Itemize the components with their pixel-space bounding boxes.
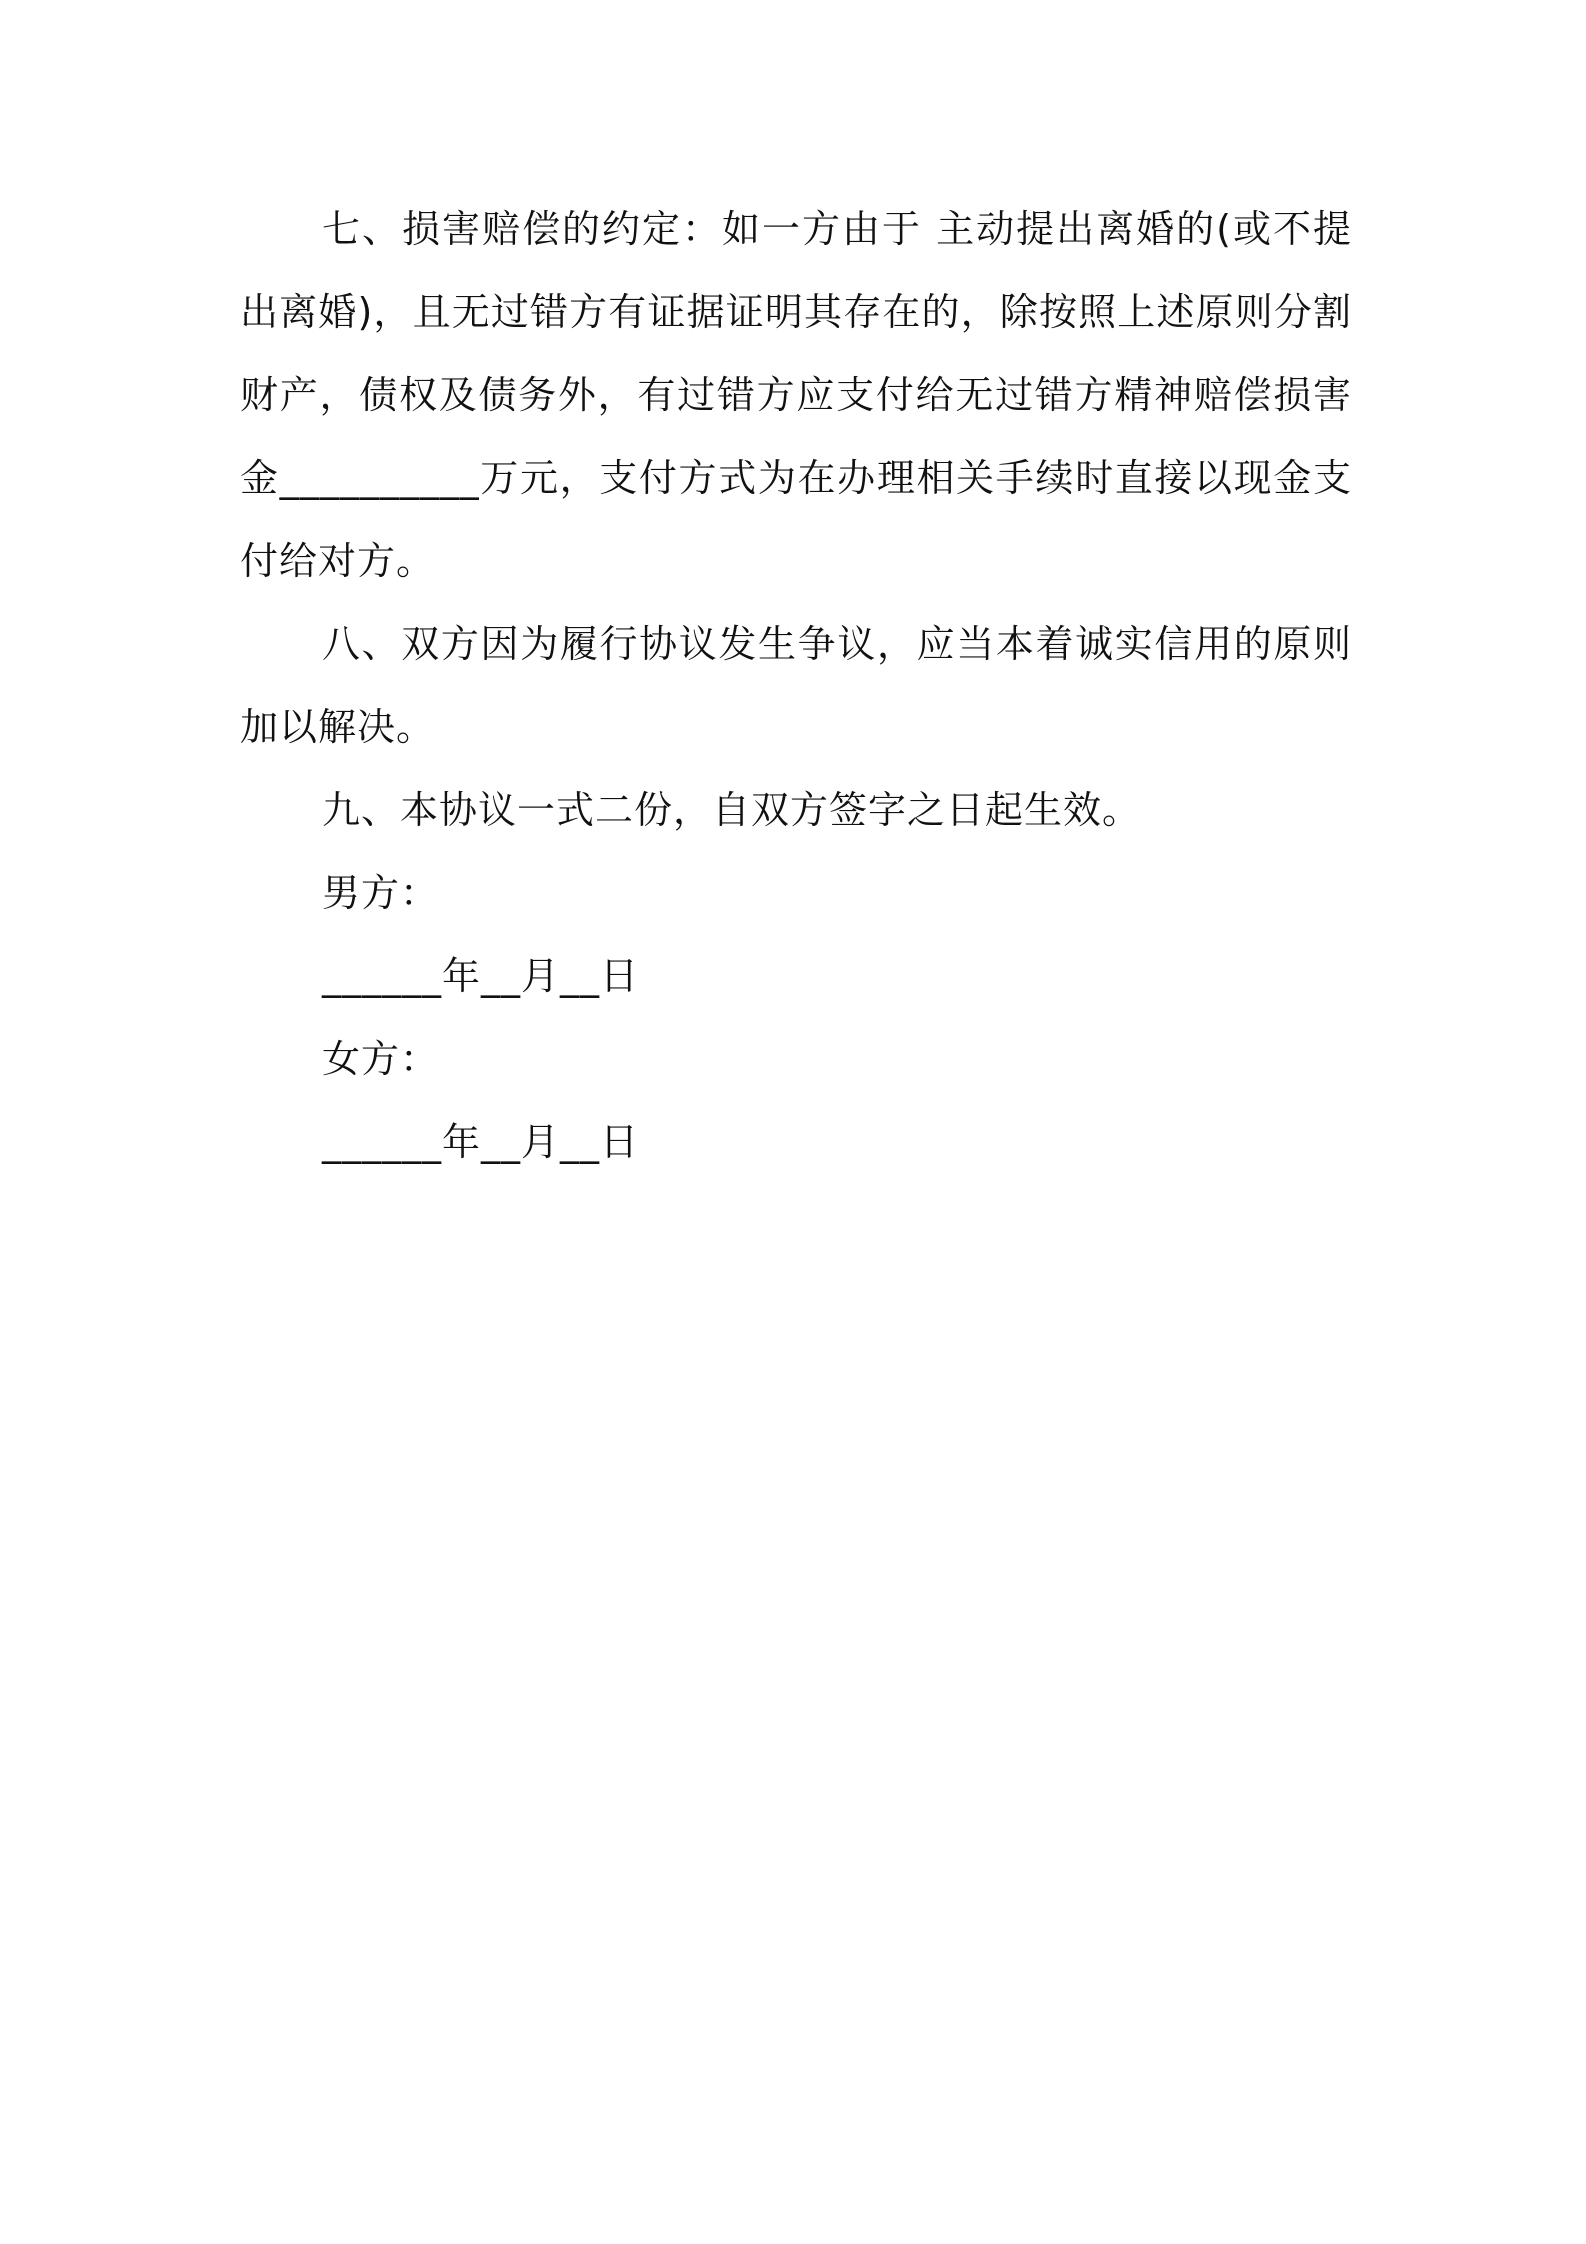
male-signature-date: ______年__月__日 xyxy=(322,954,640,998)
document-body xyxy=(240,188,1352,1184)
female-signature-date: ______年__月__日 xyxy=(322,1120,640,1164)
clause-8-disputes: 八、双方因为履行协议发生争议，应当本着诚实信用的原则加以解决。 xyxy=(240,622,1352,749)
clause-7-damages: 七、损害赔偿的约定：如一方由于 主动提出离婚的(或不提出离婚)，且无过错方有证据证明其存在的，除按照上述原则分割财产，债权及债务外，有过错方应支付给无过错方精神赔偿损害金__________万元，支付方式为在办理相关手续时直接以现金支付给对方。 xyxy=(240,207,1352,583)
female-party-label: 女方： xyxy=(322,1037,440,1081)
male-party-label: 男方： xyxy=(322,871,440,915)
clause-9-effectiveness: 九、本协议一式二份，自双方签字之日起生效。 xyxy=(322,788,1142,832)
